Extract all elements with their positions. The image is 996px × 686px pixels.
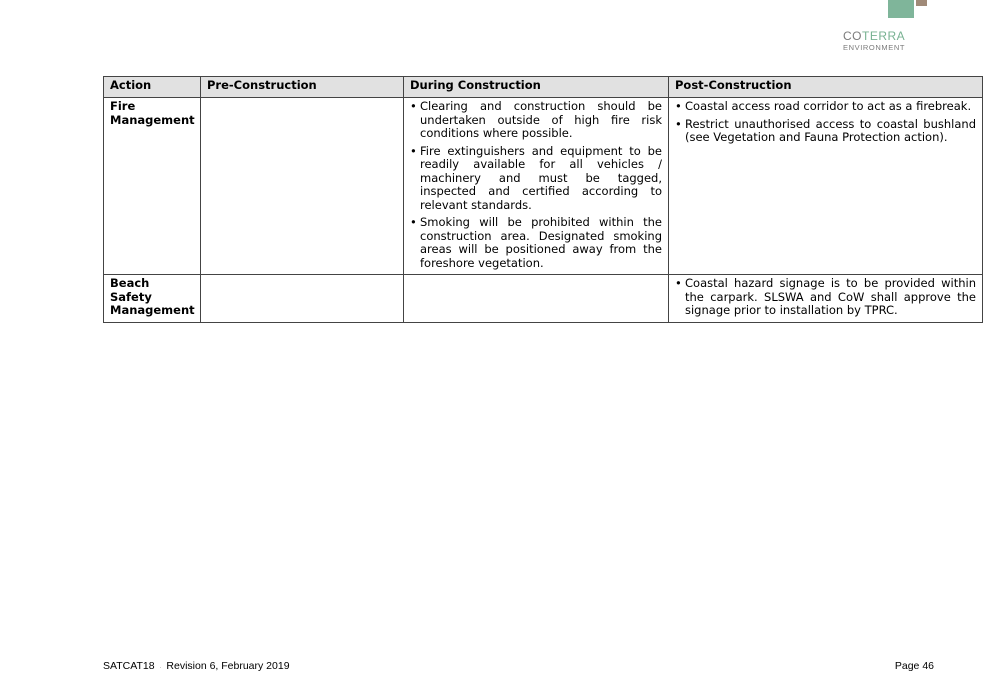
pre-construction-cell — [201, 98, 404, 275]
footer-document-info — [103, 660, 290, 672]
page-number: Page 46 — [894, 660, 934, 672]
post-construction-cell — [669, 98, 983, 275]
list-item: • Clearing and construction should be undertaken outside of high fire risk conditions where possible. — [410, 99, 662, 140]
header-during-construction: During Construction — [404, 77, 669, 98]
bullet-icon: • — [410, 143, 417, 158]
bullet-list — [410, 100, 662, 270]
header-post-construction: Post-Construction — [669, 77, 983, 98]
bullet-icon: • — [675, 116, 682, 131]
bullet-icon: • — [410, 99, 417, 113]
post-construction-cell — [669, 275, 983, 323]
revision-text: Revision 6, February 2019 — [166, 660, 290, 672]
logo-brand-text: COTERRA — [843, 29, 906, 43]
list-item: • Restrict unauthorised access to coastal bushland (see Vegetation and Fauna Protection action). — [675, 116, 976, 144]
table-header-row — [104, 77, 983, 98]
footer-separator: · — [159, 665, 162, 671]
during-construction-cell — [404, 98, 669, 275]
table-row — [104, 98, 983, 275]
list-item: • Coastal access road corridor to act as a firebreak. — [675, 99, 972, 113]
bullet-icon: • — [410, 215, 417, 229]
bullet-list — [675, 277, 976, 318]
list-item: • Smoking will be prohibited within the construction area. Designated smoking areas will be positioned away from the foreshore vegetation. — [410, 215, 662, 270]
bullet-list — [675, 100, 976, 145]
table-row — [104, 275, 983, 323]
logo-subtitle: ENVIRONMENT — [843, 43, 906, 52]
pre-construction-cell — [201, 275, 404, 323]
logo-brown-square — [916, 0, 927, 6]
header-pre-construction: Pre-Construction — [201, 77, 404, 98]
coterra-logo — [835, 0, 935, 55]
document-code: SATCAT18 — [103, 660, 155, 672]
list-item: • Fire extinguishers and equipment to be readily available for all vehicles / machinery and must be tagged, inspected and certified according to relevant standards. — [410, 143, 662, 212]
bullet-icon: • — [675, 276, 682, 290]
action-cell: Fire Management — [104, 98, 201, 275]
action-cell: Beach Safety Management — [104, 275, 201, 323]
management-actions-table — [103, 76, 983, 323]
bullet-icon: • — [675, 99, 682, 113]
logo-green-square — [888, 0, 914, 18]
list-item: • Coastal hazard signage is to be provided within the carpark. SLSWA and CoW shall approve the signage prior to installation by TPRC. — [675, 276, 976, 317]
during-construction-cell — [404, 275, 669, 323]
header-action: Action — [104, 77, 201, 98]
